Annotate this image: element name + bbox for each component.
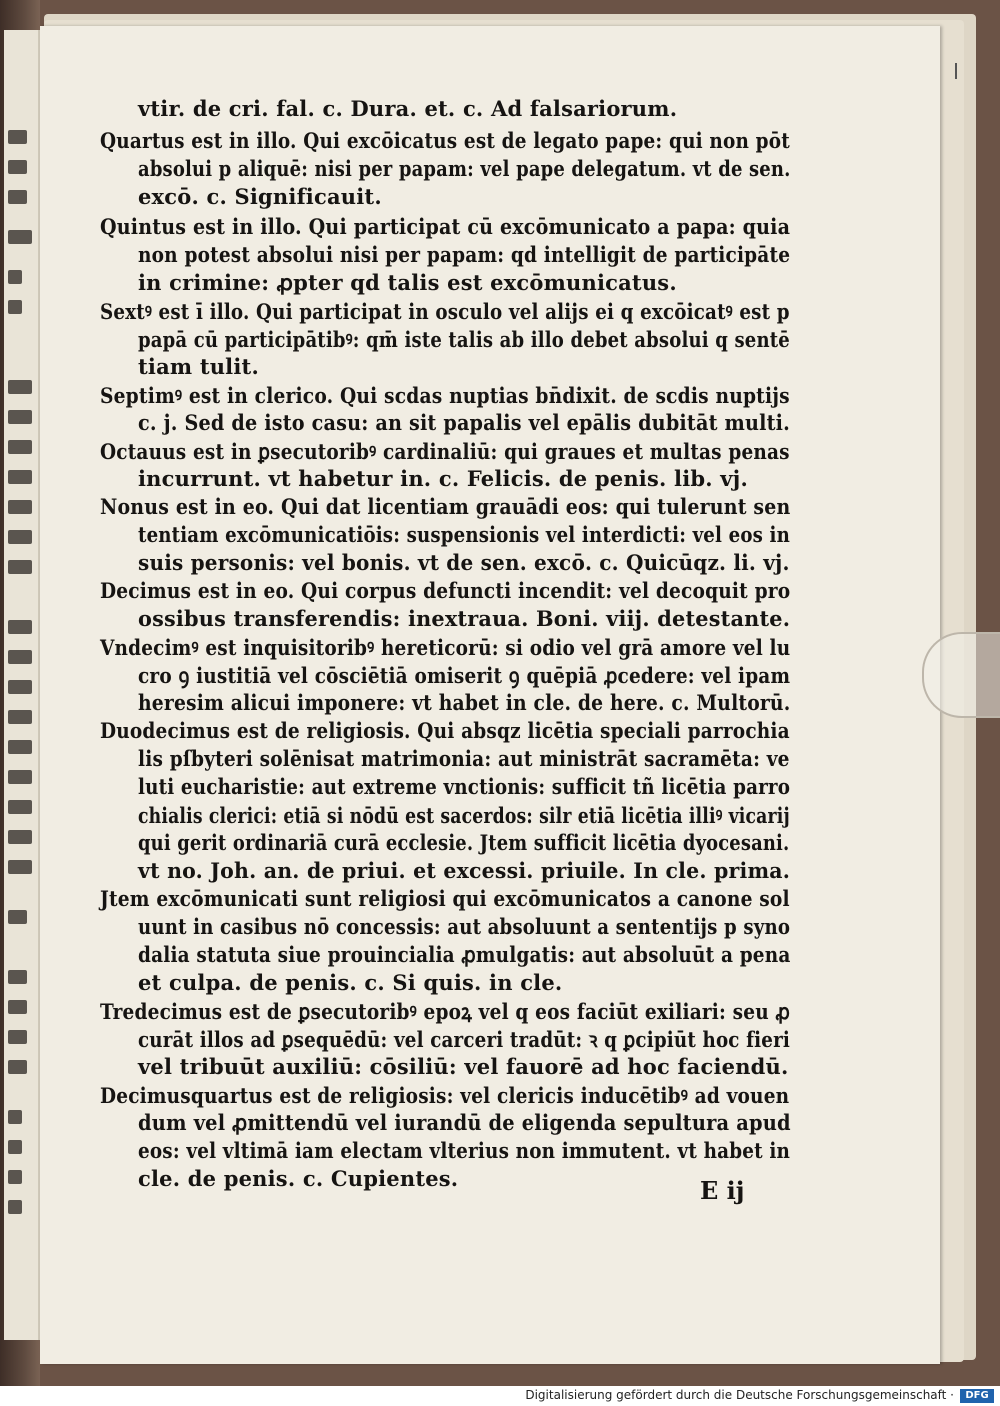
text-line: cro ꝯ iustitiā vel cōsciētiā omiserit ꝯ quēpiā ꝓcedere: vel ipam [138,663,791,688]
text-line: papā cū participātibꝰ: qm̄ iste talis ab illo debet absolui q sentē [138,327,790,352]
text-line: c. j. Sed de isto casu: an sit papalis vel epālis dubitāt multi. [138,410,790,435]
left-page-text-fragment [8,830,32,844]
left-page-text-fragment [8,910,27,924]
left-page-text-fragment [8,770,32,784]
text-line: vt no. Joh. an. de priui. et excessi. priuile. In cle. prima. [138,858,791,883]
left-page-edge [4,30,40,1340]
text-line: Quintus est in illo. Qui participat cū excōmunicato a papa: quia [100,214,791,239]
page-clip [922,632,1000,718]
left-page-text-fragment [8,680,32,694]
left-page-text-fragment [8,1060,27,1074]
signature-mark: E ij [700,1176,745,1205]
text-line: Vndecimꝰ est inquisitoribꝰ hereticorū: si odio vel grā amore vel lu [100,635,791,660]
text-line: Septimꝰ est in clerico. Qui scdas nuptias bn̄dixit. de scdis nuptijs [100,383,790,408]
dfg-logo: DFG [960,1389,994,1403]
left-page-text-fragment [8,710,32,724]
text-line: Decimus est in eo. Qui corpus defuncti incendit: vel decoquit pro [100,578,791,603]
text-line: lis pſbyteri solēnisat matrimonia: aut ministrāt sacramēta: ve [138,746,790,771]
left-page-text-fragment [8,1000,27,1014]
left-page-text-fragment [8,410,32,424]
text-line: Sextꝰ est ī illo. Qui participat in osculo vel alijs ei q excōicatꝰ est p [100,299,790,324]
text-line: dum vel ꝓmittendū vel iurandū de eligenda sepultura apud [138,1110,791,1135]
text-line: vtir. de cri. fal. c. Dura. et. c. Ad falsariorum. [138,96,678,121]
left-page-text-fragment [8,620,32,634]
left-page-text-fragment [8,190,27,204]
left-page-text-fragment [8,740,32,754]
left-page-text-fragment [8,650,32,664]
text-line: qui gerit ordinariā curā ecclesie. Jtem sufficit licētia dyocesani. [138,830,790,855]
text-line: uunt in casibus nō concessis: aut absoluunt a sententijs p syno [138,914,791,939]
text-line: tiam tulit. [138,354,259,379]
footer-bar [0,1386,1000,1406]
left-page-text-fragment [8,970,27,984]
text-line: Jtem excōmunicati sunt religiosi qui excōmunicatos a canone sol [100,886,790,911]
text-line: luti eucharistie: aut extreme vnctionis: sufficit tñ licētia parro [138,774,791,799]
left-page-text-fragment [8,380,32,394]
text-line: et culpa. de penis. c. Si quis. in cle. [138,970,563,995]
left-page-text-fragment [8,160,27,174]
left-page-text-fragment [8,500,32,514]
left-page-text-fragment [8,470,32,484]
left-page-text-fragment [8,800,32,814]
text-line: Quartus est in illo. Qui excōicatus est de legato pape: qui non pōt [100,128,790,153]
left-page-text-fragment [8,530,32,544]
text-line: eos: vel vltimā iam electam vlterius non immutent. vt habet in [138,1138,791,1163]
text-line: curāt illos ad ꝑsequēdū: vel carceri tradūt: ꝛ q ꝑcipiūt hoc fieri [138,1027,791,1052]
left-page-text-fragment [8,230,32,244]
text-line: cle. de penis. c. Cupientes. [138,1166,459,1191]
left-page-text-fragment [8,1030,27,1044]
left-page-text-fragment [8,300,22,314]
text-line: non potest absolui nisi per papam: qd intelligit de participāte [138,242,791,267]
text-line: incurrunt. vt habetur in. c. Felicis. de penis. lib. vj. [138,466,748,491]
page-edge-mark [955,63,957,79]
left-page-text-fragment [8,560,32,574]
left-page-text-fragment [8,1200,22,1214]
text-line: excō. c. Significauit. [138,184,382,209]
left-page-text-fragment [8,1170,22,1184]
text-line: Nonus est in eo. Qui dat licentiam grauādi eos: qui tulerunt sen [100,494,791,519]
text-line: ossibus transferendis: inextraua. Boni. viij. detestante. [138,606,791,631]
left-page-text-fragment [8,860,32,874]
text-line: in crimine: ꝓpter qd talis est excōmunicatus. [138,270,677,295]
text-line: vel tribuūt auxiliū: cōsiliū: vel fauorē ad hoc faciendū. [138,1054,789,1079]
left-page-text-fragment [8,130,27,144]
left-page-text-fragment [8,270,22,284]
text-line: tentiam excōmunicatiōis: suspensionis vel interdicti: vel eos in [138,522,790,547]
text-line: Decimusquartus est de religiosis: vel clericis inducētibꝰ ad vouen [100,1083,790,1108]
footer-credit: Digitalisierung gefördert durch die Deutsche Forschungsgemeinschaft · [525,1388,954,1402]
left-page-text-fragment [8,1140,22,1154]
text-line: suis personis: vel bonis. vt de sen. excō. c. Quicūqz. li. vj. [138,550,790,575]
text-line: Duodecimus est de religiosis. Qui absqz licētia speciali parrochia [100,718,790,743]
text-line: absolui p aliquē: nisi per papam: vel pape delegatum. vt de sen. [138,156,791,181]
text-line: Octauus est in ꝑsecutoribꝰ cardinaliū: qui graues et multas penas [100,439,790,464]
text-line: Tredecimus est de ꝑsecutoribꝰ epoꝝ vel q eos faciūt exiliari: seu ꝓ [100,999,791,1024]
text-line: chialis clerici: etiā si nōdū est sacerdos: silr etiā licētia illiꝰ vicarij [138,803,790,828]
text-line: dalia statuta siue prouincialia ꝓmulgatis: aut absoluūt a pena [138,942,791,967]
left-page-text-fragment [8,440,32,454]
left-page-text-fragment [8,1110,22,1124]
text-line: heresim alicui imponere: vt habet in cle. de here. c. Multorū. [138,690,791,715]
